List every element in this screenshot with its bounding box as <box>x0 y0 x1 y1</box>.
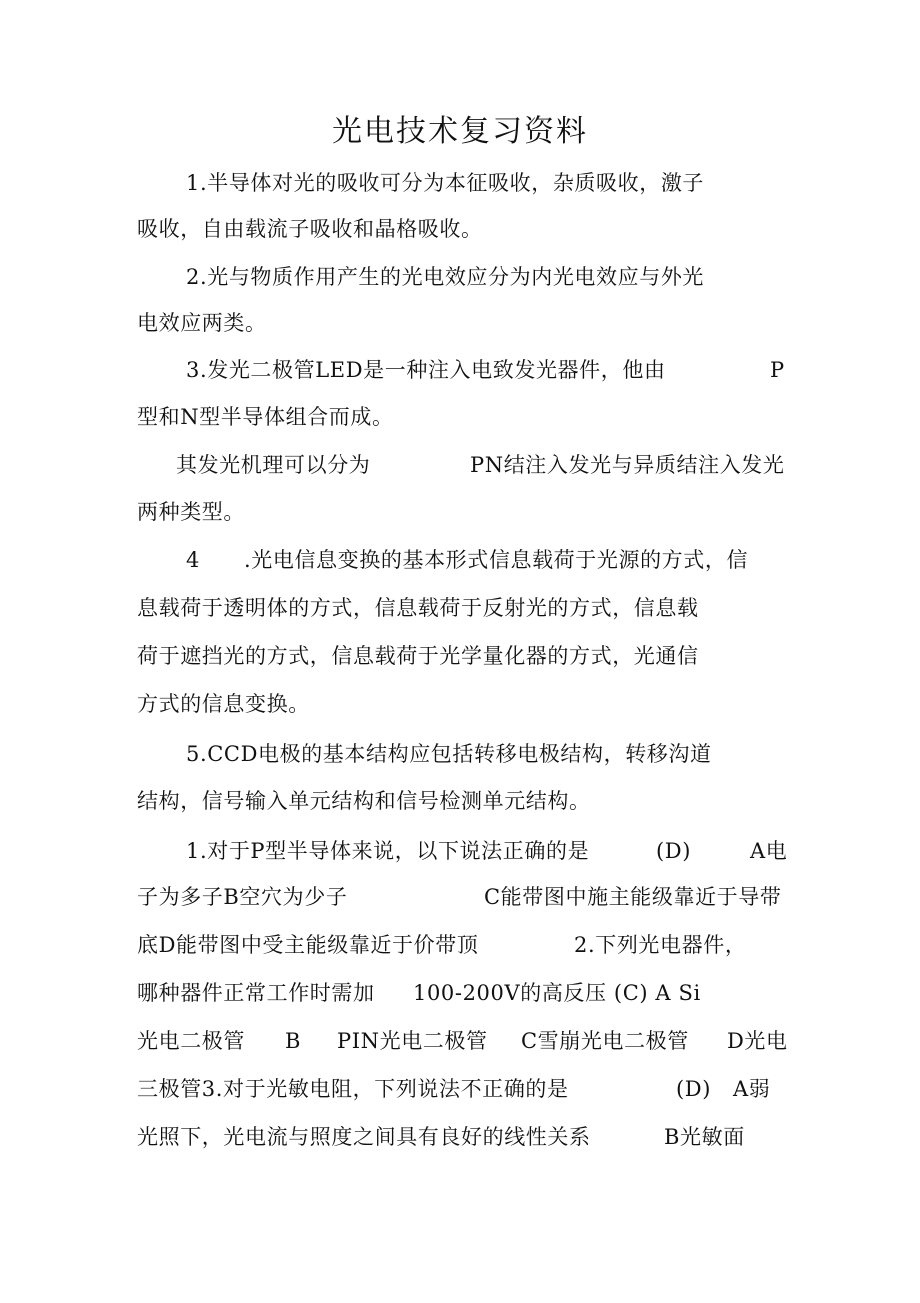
text-line: 2.光与物质作用产生的光电效应分为内光电效应与外光 <box>186 265 705 289</box>
text-line: 1.半导体对光的吸收可分为本征吸收，杂质吸收，激子 <box>186 171 705 195</box>
text-line: 型和N型半导体组合而成。 <box>137 405 394 429</box>
text-fragment: B光敏面 <box>664 1125 745 1149</box>
text-line: 子为多子B空穴为少子 <box>137 885 348 909</box>
text-line: 结构，信号输入单元结构和信号检测单元结构。 <box>137 789 591 813</box>
text-line: 吸收，自由载流子吸收和晶格吸收。 <box>137 217 483 241</box>
text-line: 1.对于P型半导体来说，以下说法正确的是 <box>186 839 590 863</box>
text-line: 电效应两类。 <box>137 311 267 335</box>
text-fragment: (D) <box>676 1077 712 1101</box>
text-fragment: 100-200V的高反压 (C) A Si <box>413 981 701 1005</box>
text-line: 底D能带图中受主能级靠近于价带顶 <box>137 933 479 957</box>
text-line: 三极管3.对于光敏电阻，下列说法不正确的是 <box>137 1077 569 1101</box>
text-line: 光电二极管 <box>137 1029 245 1053</box>
text-fragment: C能带图中施主能级靠近于导带 <box>484 885 782 909</box>
text-fragment: P <box>770 358 785 382</box>
text-line: 3.发光二极管LED是一种注入电致发光器件，他由 <box>186 358 666 382</box>
text-line: 哪种器件正常工作时需加 <box>137 981 375 1005</box>
text-fragment: PN结注入发光与异质结注入发光 <box>470 453 785 477</box>
text-fragment: .光电信息变换的基本形式信息载荷于光源的方式，信 <box>244 548 749 572</box>
text-fragment: PIN光电二极管 <box>337 1029 488 1053</box>
text-line: 5.CCD电极的基本结构应包括转移电极结构，转移沟道 <box>186 742 712 766</box>
text-line: 其发光机理可以分为 <box>176 453 371 477</box>
text-line: 两种类型。 <box>137 500 245 524</box>
text-fragment: D光电 <box>727 1029 788 1053</box>
text-fragment: A弱 <box>733 1077 771 1101</box>
page-title: 光电技术复习资料 <box>332 114 588 149</box>
text-line: 4 <box>186 548 200 572</box>
text-line: 荷于遮挡光的方式，信息载荷于光学量化器的方式，光通信 <box>137 644 699 668</box>
text-fragment: A电 <box>750 839 788 863</box>
text-line: 方式的信息变换。 <box>137 692 310 716</box>
text-fragment: B <box>285 1029 302 1053</box>
text-fragment: 2.下列光电器件， <box>574 933 747 957</box>
text-line: 光照下，光电流与照度之间具有良好的线性关系 <box>137 1125 591 1149</box>
text-fragment: (D) <box>656 839 692 863</box>
text-line: 息载荷于透明体的方式，信息载荷于反射光的方式，信息载 <box>137 596 699 620</box>
text-fragment: C雪崩光电二极管 <box>521 1029 689 1053</box>
